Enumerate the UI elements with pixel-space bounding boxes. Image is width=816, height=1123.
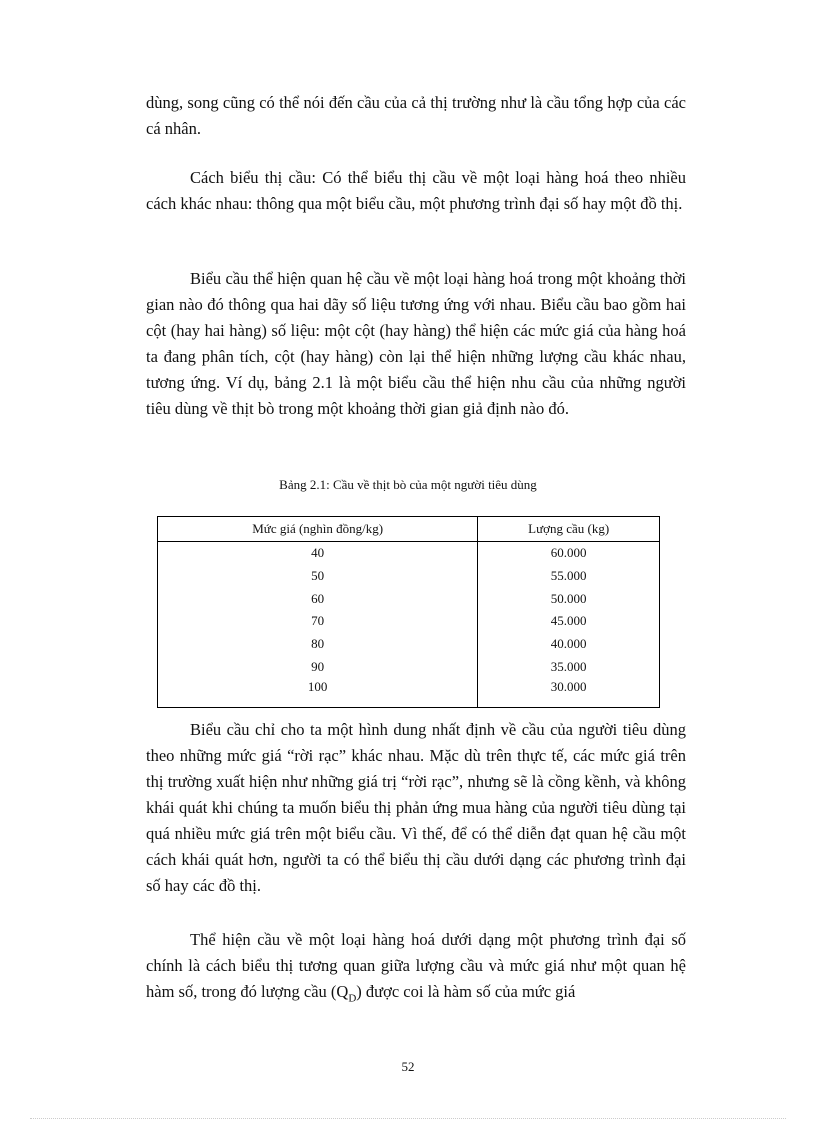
quantity-cell: 50.000 <box>478 587 660 610</box>
paragraph-5-tail: ) được coi là hàm số của mức giá <box>356 982 576 1001</box>
price-cell: 70 <box>158 610 478 633</box>
quantity-cell: 40.000 <box>478 633 660 656</box>
table-row <box>158 678 660 708</box>
table-row <box>158 542 660 565</box>
table-row <box>158 655 660 678</box>
quantity-cell: 45.000 <box>478 610 660 633</box>
paragraph-3-text: Biểu cầu thể hiện quan hệ cầu về một loại hàng hoá trong một khoảng thời gian nào đó thông qua hai dãy số liệu tương ứng với nhau. Biểu cầu bao gồm hai cột (hay hai hàng) số liệu: một cột (hay hàng) thể hiện các mức giá của hàng hoá ta đang phân tích, cột (hay hàng) còn lại thể hiện những lượng cầu khác nhau, tương ứng. Ví dụ, bảng 2.1 là một biểu cầu thể hiện nhu cầu của những người tiêu dùng về thịt bò trong một khoảng thời gian giả định nào đó. <box>146 269 686 418</box>
paragraph-5 <box>146 927 686 1011</box>
price-cell: 100 <box>158 678 478 708</box>
price-cell: 60 <box>158 587 478 610</box>
quantity-cell: 60.000 <box>478 542 660 565</box>
footer-divider <box>30 1118 786 1119</box>
paragraph-1-text: dùng, song cũng có thể nói đến cầu của cả thị trường như là cầu tổng hợp của các cá nhân. <box>146 93 686 138</box>
price-cell: 40 <box>158 542 478 565</box>
demand-subscript: D <box>348 992 357 1005</box>
paragraph-2 <box>146 165 686 217</box>
price-cell: 90 <box>158 655 478 678</box>
paragraph-3 <box>146 266 686 422</box>
demand-table <box>157 516 660 708</box>
table-row <box>158 587 660 610</box>
quantity-cell: 55.000 <box>478 565 660 588</box>
paragraph-2-text: Cách biểu thị cầu: Có thể biểu thị cầu về một loại hàng hoá theo nhiều cách khác nhau: thông qua một biểu cầu, một phương trình đại số hay một đồ thị. <box>146 168 686 213</box>
paragraph-1 <box>146 90 686 142</box>
table-row <box>158 565 660 588</box>
table-caption: Bảng 2.1: Cầu về thịt bò của một người tiêu dùng <box>279 477 537 492</box>
table-header-row <box>158 517 660 542</box>
quantity-cell: 30.000 <box>478 678 660 708</box>
paragraph-4-text: Biểu cầu chỉ cho ta một hình dung nhất định về cầu của người tiêu dùng theo những mức giá “rời rạc” khác nhau. Mặc dù trên thực tế, các mức giá trên thị trường xuất hiện như những giá trị “rời rạc”, nhưng sẽ là cồng kềnh, và không khái quát khi chúng ta muốn biểu thị phản ứng mua hàng của người tiêu dùng tại quá nhiều mức giá trên một biểu cầu. Vì thế, để có thể diễn đạt quan hệ cầu một cách khái quát hơn, người ta có thể biểu thị cầu dưới dạng các phương trình đại số hay các đồ thị. <box>146 720 686 895</box>
paragraph-5-text: Thể hiện cầu về một loại hàng hoá dưới dạng một phương trình đại số chính là cách biểu thị tương quan giữa lượng cầu và mức giá như một quan hệ hàm số, trong đó lượng cầu (Q <box>146 930 686 1001</box>
page-number: 52 <box>401 1059 415 1074</box>
quantity-column-header: Lượng cầu (kg) <box>478 517 660 542</box>
quantity-cell: 35.000 <box>478 655 660 678</box>
price-column-header: Mức giá (nghìn đồng/kg) <box>158 517 478 542</box>
table-row <box>158 633 660 656</box>
table-row <box>158 610 660 633</box>
paragraph-4 <box>146 717 686 899</box>
price-cell: 50 <box>158 565 478 588</box>
price-cell: 80 <box>158 633 478 656</box>
